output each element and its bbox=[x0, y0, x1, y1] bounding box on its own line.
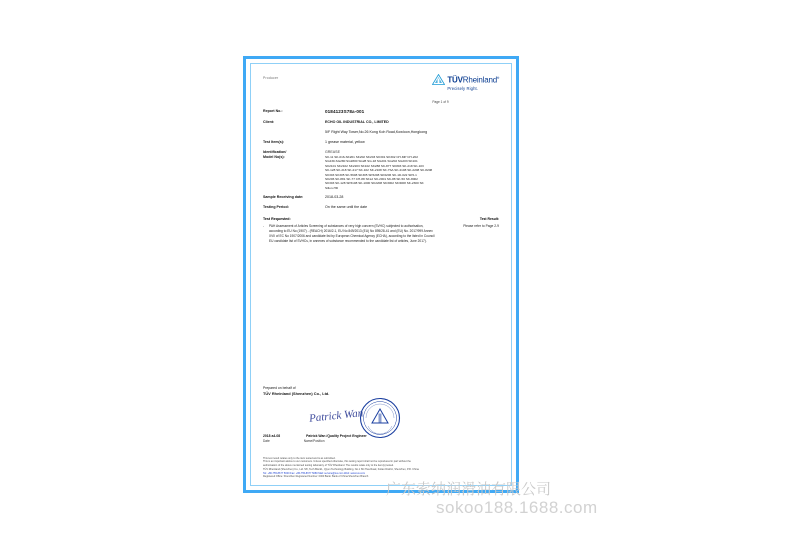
label-sample-receiving-date: Sample Receiving date: bbox=[263, 195, 304, 200]
model-line: SK303 SK305 SK-5608 SK305 SK5208 SK6206 SK-1D-022 SK5-1 bbox=[325, 172, 417, 177]
footer-contact-line: Tel: +86-755-8677 5000 Fax: +86-755-8677 5080 Mail: service@tuv.com Web: www.tuv.com bbox=[263, 471, 366, 475]
label-client-address-spacer bbox=[263, 130, 325, 135]
footer-line: TÜV Rheinland (Shenzhen) Co., Ltd. 5/F, Tech Block1, Qiyun Technology Building, No.1 Shi Hua Road, Futian District, Shenzhen, P.R. China bbox=[263, 467, 419, 471]
document-header bbox=[263, 74, 499, 104]
field-identification bbox=[263, 150, 499, 191]
field-sample-receiving-date bbox=[263, 195, 499, 200]
label-testing-period: Testing Period: bbox=[263, 205, 289, 210]
model-line: SK206 SK-881 SK-77 CH-88 SKL2 SK-2001 SK-88 SK-50 SK-8002 bbox=[325, 176, 418, 181]
model-line: SG230-SG280 SG2800 SG28 SG-18 SG201 SG202 SG203 SK101 bbox=[325, 159, 418, 164]
signature-company: TÜV Rheinland (Shenzhen) Co., Ltd. bbox=[263, 391, 330, 396]
model-number-list bbox=[325, 155, 432, 191]
tuv-triangle-logo-icon bbox=[432, 74, 445, 85]
label-client: Client: bbox=[263, 120, 275, 125]
label-identification-line1: Identification/ bbox=[263, 149, 287, 154]
bullet-icon: - bbox=[263, 224, 265, 229]
round-company-stamp-icon bbox=[359, 397, 401, 439]
label-identification-line2: Model No(s): bbox=[263, 154, 285, 159]
tuv-logo-line bbox=[432, 74, 499, 85]
field-testing-period bbox=[263, 205, 499, 210]
certificate-page bbox=[243, 56, 519, 493]
signature-name-caption: Name/Position bbox=[303, 439, 325, 443]
certificate-page-inner bbox=[250, 63, 512, 486]
page-number: Page 1 of 9 bbox=[432, 100, 449, 104]
label-test-items: Test Item(s): bbox=[263, 139, 285, 144]
producer-label: Producer bbox=[263, 76, 279, 80]
watermark-company-chinese: 广东索纳润滑油有限公司 bbox=[386, 482, 552, 498]
footer-line: Registered Office: Shenzhen Registered Number: 0000 Bank: Bank of China Shenzhen Branch bbox=[263, 475, 369, 479]
field-client-address bbox=[263, 130, 499, 135]
model-line: SK2101 SK2102 SK2203 SK102 SK288 SK-877 SK803 SK-218 SK-103 bbox=[325, 163, 424, 168]
model-line: SK-128 SK-218 SK-217 SK-102 SK-2108 SK-7SA SK-2108 SK-2208 SK-8208 bbox=[325, 168, 433, 173]
field-test-items bbox=[263, 140, 499, 145]
test-requested-header bbox=[263, 217, 499, 221]
value-identification-main: GREASE bbox=[325, 149, 340, 154]
footer-line: This test result relates only to the item tested and is as submitted. bbox=[263, 456, 336, 460]
footer-line: This is an important advice to our customers. Unless specified otherwise, this testing report shall not be reproduced in part without the bbox=[263, 460, 411, 464]
footer-line: authorisation of the above mentioned testing laboratory of TÜV Rheinland. The results relate only to the item(s) tested. bbox=[263, 464, 394, 467]
watermark-site-url: sokoo188.1688.com bbox=[436, 498, 598, 517]
label-test-result: Test Result: bbox=[479, 217, 499, 222]
tuv-brand-name: TÜVRheinland® bbox=[447, 75, 499, 85]
test-requested-text bbox=[263, 224, 437, 243]
test-requested-body bbox=[263, 224, 499, 243]
label-report-no: Report No.: bbox=[263, 109, 283, 113]
signature-name-position: Patrick Wan /Quality Project Engineer bbox=[306, 434, 367, 438]
test-requested-text-content: PAH Assessment of Articles Screening of substances of very high concern (SVHC) subjected to authorisation, according to EU No (1907) - (REACH) 2016/2-1, EU No 849/2013 (EU) No 895/28-41 and (EU) No. 2017/999 Annex XVII of EC No 1907/2006 and candidate list by European Chemical Agency (ECHA), according to the listed in Council EU candidate list of SVHCs, in annexes of substance recommended to the candidate list of articles, June 2017). bbox=[269, 224, 435, 243]
signature-area bbox=[263, 386, 499, 443]
handwritten-signature: Patrick Wan bbox=[308, 407, 364, 425]
field-client bbox=[263, 120, 499, 125]
model-line: SK303 SK-128 SK5108 SK-1000 SK2208 SK3002 SK3008 SK-2300 SK bbox=[325, 181, 424, 186]
signature-lead: Prepared on behalf of bbox=[263, 386, 296, 390]
tuv-tagline: Precisely Right. bbox=[447, 86, 479, 91]
signature-date: 2018 a4-08 bbox=[263, 434, 281, 438]
test-result-value: Please refer to Page 2-9 bbox=[463, 224, 499, 229]
value-report-no: 0184123S78a-001 bbox=[325, 109, 365, 114]
value-identification bbox=[325, 150, 432, 191]
label-identification bbox=[263, 150, 325, 191]
model-line: Sillon-HD bbox=[325, 185, 339, 190]
value-client-address: 5/F Right Way Tower,No.26 Kong Koh Road,Kowloon,Hongkong bbox=[325, 130, 428, 135]
field-report-no bbox=[263, 109, 499, 115]
value-client: ECHO OIL INDUSTRIAL CO., LIMITED bbox=[325, 120, 389, 125]
value-sample-receiving-date: 2018-03-28 bbox=[325, 195, 344, 200]
label-test-requested: Test Requested: bbox=[263, 217, 291, 222]
tuv-logo-block bbox=[432, 74, 499, 104]
document-footer bbox=[263, 457, 499, 480]
value-test-items: 1 grease material, yellow bbox=[325, 139, 365, 144]
model-line: SK-11 SK-016-SK201 SK202 SK203 SK301 SK302 CH-MP CH-202 bbox=[325, 154, 418, 159]
signature-row bbox=[263, 396, 499, 440]
signature-date-caption: Date bbox=[263, 439, 270, 443]
value-testing-period: On the same until the date bbox=[325, 205, 368, 210]
